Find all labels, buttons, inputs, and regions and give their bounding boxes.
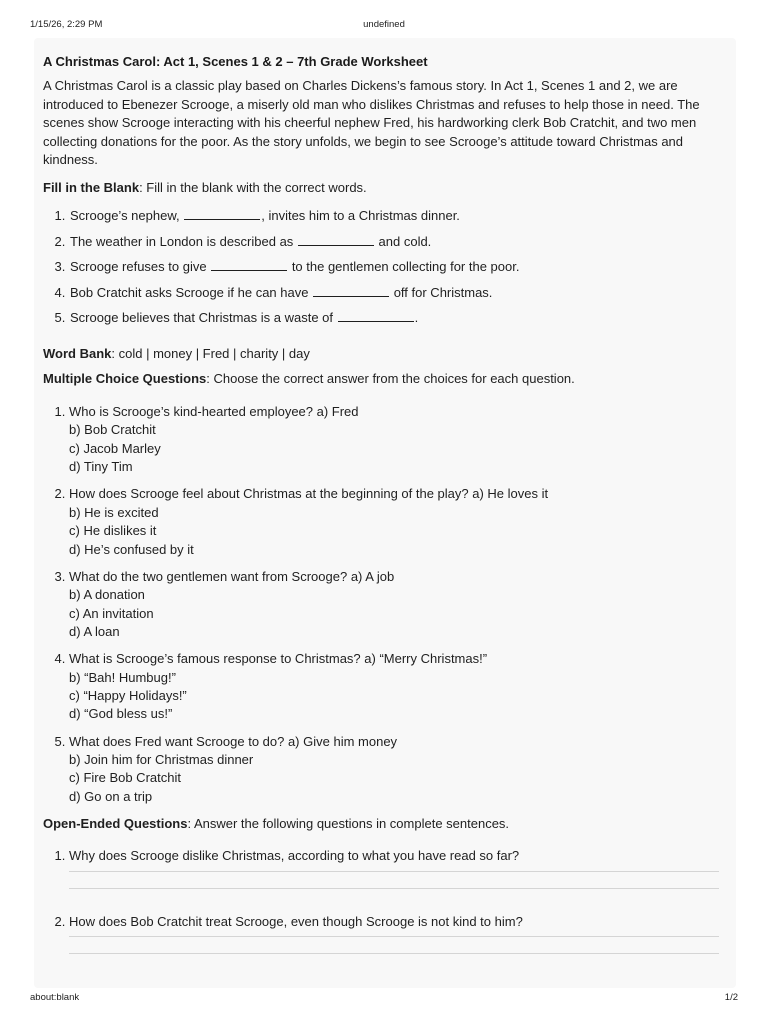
fill-in-heading xyxy=(43,179,727,198)
open-question xyxy=(69,913,727,979)
word-bank xyxy=(43,345,727,364)
answer-line xyxy=(69,888,719,889)
mc-question xyxy=(69,485,727,559)
print-title: undefined xyxy=(363,19,405,30)
open-question-text: How does Bob Cratchit treat Scrooge, even though Scrooge is not kind to him? xyxy=(69,913,523,929)
mc-option: c) “Happy Holidays!” xyxy=(69,688,187,704)
open-question xyxy=(69,847,727,913)
fill-in-item xyxy=(69,233,727,259)
fill-in-label: Fill in the Blank xyxy=(43,179,140,195)
mc-question-text: What do the two gentlemen want from Scrooge? a) A job xyxy=(69,568,395,584)
mc-option: c) Jacob Marley xyxy=(69,440,161,456)
mc-question xyxy=(69,733,727,807)
fill-in-item xyxy=(69,258,727,284)
open-ended-list xyxy=(43,847,727,979)
mc-option: b) Bob Cratchit xyxy=(69,422,156,438)
blank-line[interactable] xyxy=(184,207,260,220)
print-date: 1/15/26, 2:29 PM xyxy=(30,19,103,30)
open-ended-label: Open-Ended Questions xyxy=(43,816,188,832)
open-question-text: Why does Scrooge dislike Christmas, according to what you have read so far? xyxy=(69,847,520,863)
fill-in-item xyxy=(69,284,727,310)
blank-line[interactable] xyxy=(298,233,374,246)
mc-option: c) An invitation xyxy=(69,605,154,621)
mc-question xyxy=(69,403,727,477)
mc-option: c) He dislikes it xyxy=(69,523,157,539)
multiple-choice-heading xyxy=(43,370,727,389)
answer-line xyxy=(69,953,719,954)
fill-in-item xyxy=(69,207,727,233)
multiple-choice-list xyxy=(43,403,727,806)
multiple-choice-instruction: : Choose the correct answer from the choices for each question. xyxy=(206,371,575,387)
mc-option: d) Go on a trip xyxy=(69,788,153,804)
fill-in-text: , invites him to a Christmas dinner. xyxy=(261,208,460,223)
multiple-choice-label: Multiple Choice Questions xyxy=(43,371,207,387)
intro-paragraph: A Christmas Carol is a classic play based on Charles Dickens’s famous story. In Act 1, Scenes 1 and 2, we are introduced to Ebenezer Scrooge, a miserly old man who dislikes Christmas and refuses to help those in need. The scenes show Scrooge interacting with his cheerful nephew Fred, his hardworking clerk Bob Cratchit, and two men collecting donations for the poor. As the story unfolds, we begin to see Scrooge’s attitude toward Christmas and kindness. xyxy=(43,78,700,167)
fill-in-text: The weather in London is described as xyxy=(70,233,297,249)
blank-line[interactable] xyxy=(313,284,389,297)
mc-question xyxy=(69,568,727,642)
mc-option: d) He’s confused by it xyxy=(69,541,194,557)
worksheet-title: A Christmas Carol: Act 1, Scenes 1 & 2 – 7th Grade Worksheet xyxy=(43,54,428,69)
blank-line[interactable] xyxy=(211,258,287,271)
mc-option: b) Join him for Christmas dinner xyxy=(69,752,254,768)
fill-in-text: Scrooge’s nephew, xyxy=(70,208,184,223)
fill-in-text: Scrooge believes that Christmas is a waste of xyxy=(70,310,337,326)
answer-area[interactable] xyxy=(69,865,719,913)
fill-in-list xyxy=(43,207,727,335)
fill-in-text: to the gentlemen collecting for the poor. xyxy=(288,259,520,275)
open-ended-heading xyxy=(43,815,727,834)
print-footer xyxy=(30,992,738,1006)
fill-in-item xyxy=(69,309,727,335)
fill-in-text: Scrooge refuses to give xyxy=(70,259,211,275)
mc-option: d) “God bless us!” xyxy=(69,706,173,722)
fill-in-text: Bob Cratchit asks Scrooge if he can have xyxy=(70,284,313,300)
open-ended-instruction: : Answer the following questions in complete sentences. xyxy=(187,816,510,832)
fill-in-text: and cold. xyxy=(374,233,432,249)
mc-option: d) Tiny Tim xyxy=(69,459,133,475)
print-header xyxy=(30,19,738,33)
blank-line[interactable] xyxy=(338,309,414,322)
answer-line xyxy=(69,936,719,937)
mc-question-text: What is Scrooge’s famous response to Christmas? a) “Merry Christmas!” xyxy=(69,651,488,667)
mc-question-text: Who is Scrooge’s kind-hearted employee? a) Fred xyxy=(69,403,359,419)
fill-in-text: off for Christmas. xyxy=(390,284,493,300)
mc-question-text: How does Scrooge feel about Christmas at the beginning of the play? a) He loves it xyxy=(69,486,549,502)
page-number: 1/2 xyxy=(724,992,738,1003)
mc-question-text: What does Fred want Scrooge to do? a) Give him money xyxy=(69,733,398,749)
word-bank-label: Word Bank xyxy=(43,345,112,361)
mc-option: d) A loan xyxy=(69,624,120,640)
mc-option: b) He is excited xyxy=(69,504,159,520)
fill-in-instruction: : Fill in the blank with the correct words. xyxy=(139,179,367,195)
mc-option: b) A donation xyxy=(69,587,145,603)
fill-in-text: . xyxy=(414,310,419,326)
worksheet-page xyxy=(34,38,736,988)
mc-option: c) Fire Bob Cratchit xyxy=(69,770,181,786)
answer-line xyxy=(69,871,719,872)
mc-question xyxy=(69,650,727,724)
word-bank-words: : cold | money | Fred | charity | day xyxy=(111,345,310,361)
mc-option: b) “Bah! Humbug!” xyxy=(69,669,176,685)
print-url: about:blank xyxy=(30,992,80,1003)
answer-area[interactable] xyxy=(69,931,719,979)
